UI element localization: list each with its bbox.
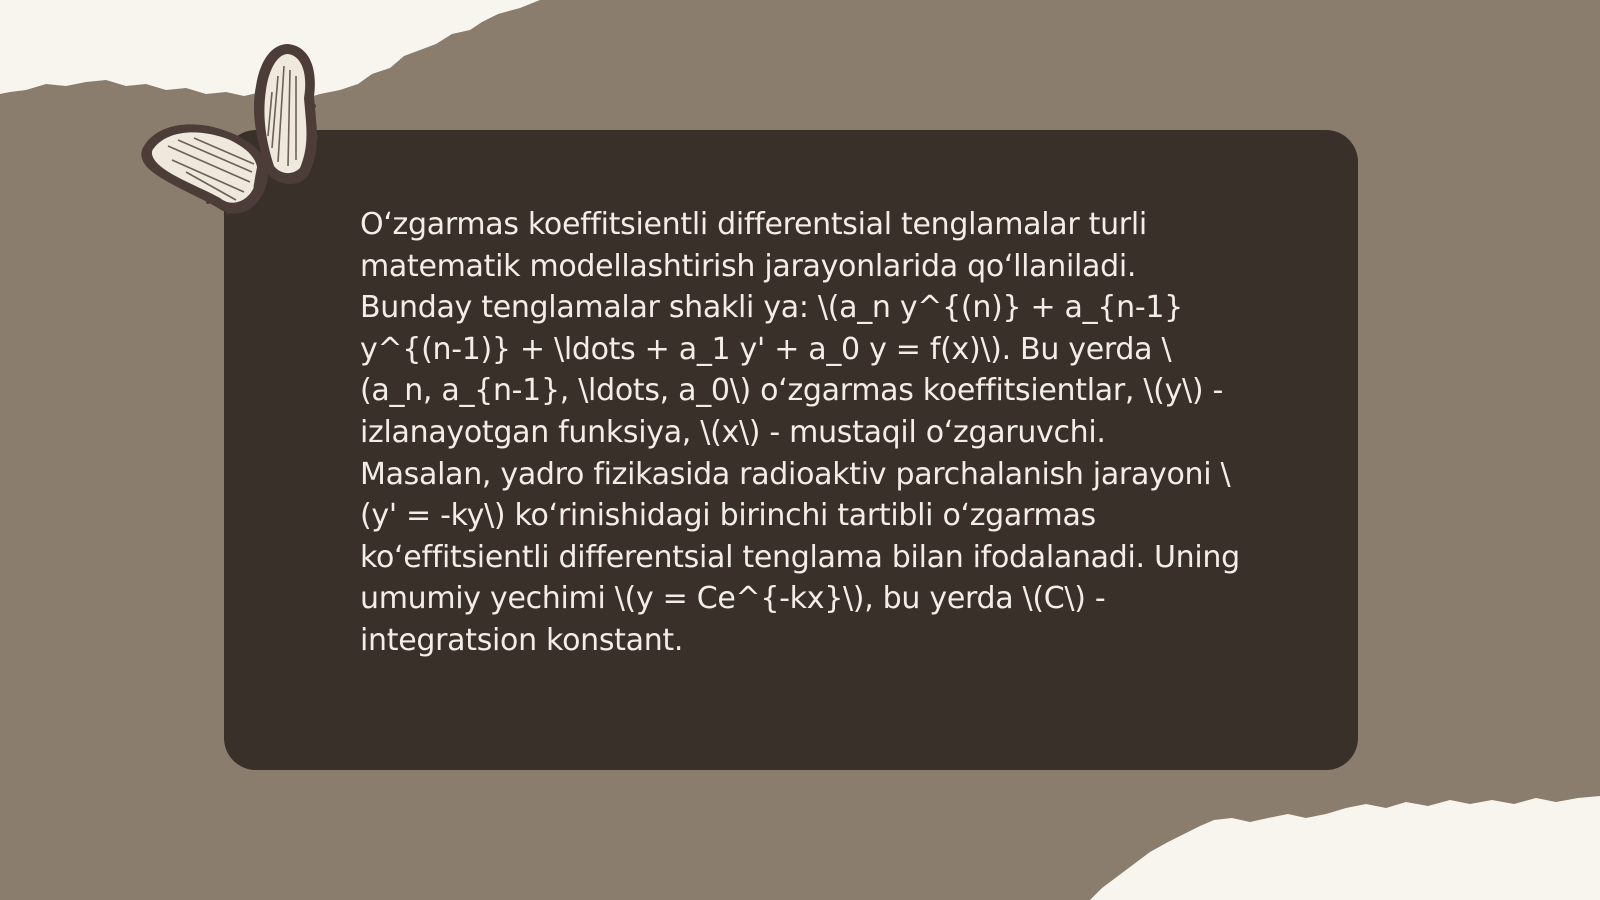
- torn-paper-bottom-right: [1090, 796, 1600, 900]
- butterfly-icon: [138, 36, 338, 226]
- body-paragraph: O‘zgarmas koeffitsientli differentsial tenglamalar turli matematik modellashtirish jarayonlarida qo‘llaniladi. Bunday tenglamalar shakli ya: \(a_n y^{(n)} + a_{n-1} y^{(n-1)} + \ldots + a_1 y' + a_0 y = f(x)\). Bu yerda \(a_n, a_{n-1}, \ldots, a_0\) o‘zgarmas koeffitsientlar, \(y\) - izlanayotgan funksiya, \(x\) - mustaqil o‘zgaruvchi. Masalan, yadro fizikasida radioaktiv parchalanish jarayoni \(y' = -ky\) ko‘rinishidagi birinchi tartibli o‘zgarmas ko‘effitsientli differentsial tenglama bilan ifodalanadi. Uning umumiy yechimi \(y = Ce^{-kx}\), bu yerda \(C\) - integratsion konstant.: [360, 207, 1240, 658]
